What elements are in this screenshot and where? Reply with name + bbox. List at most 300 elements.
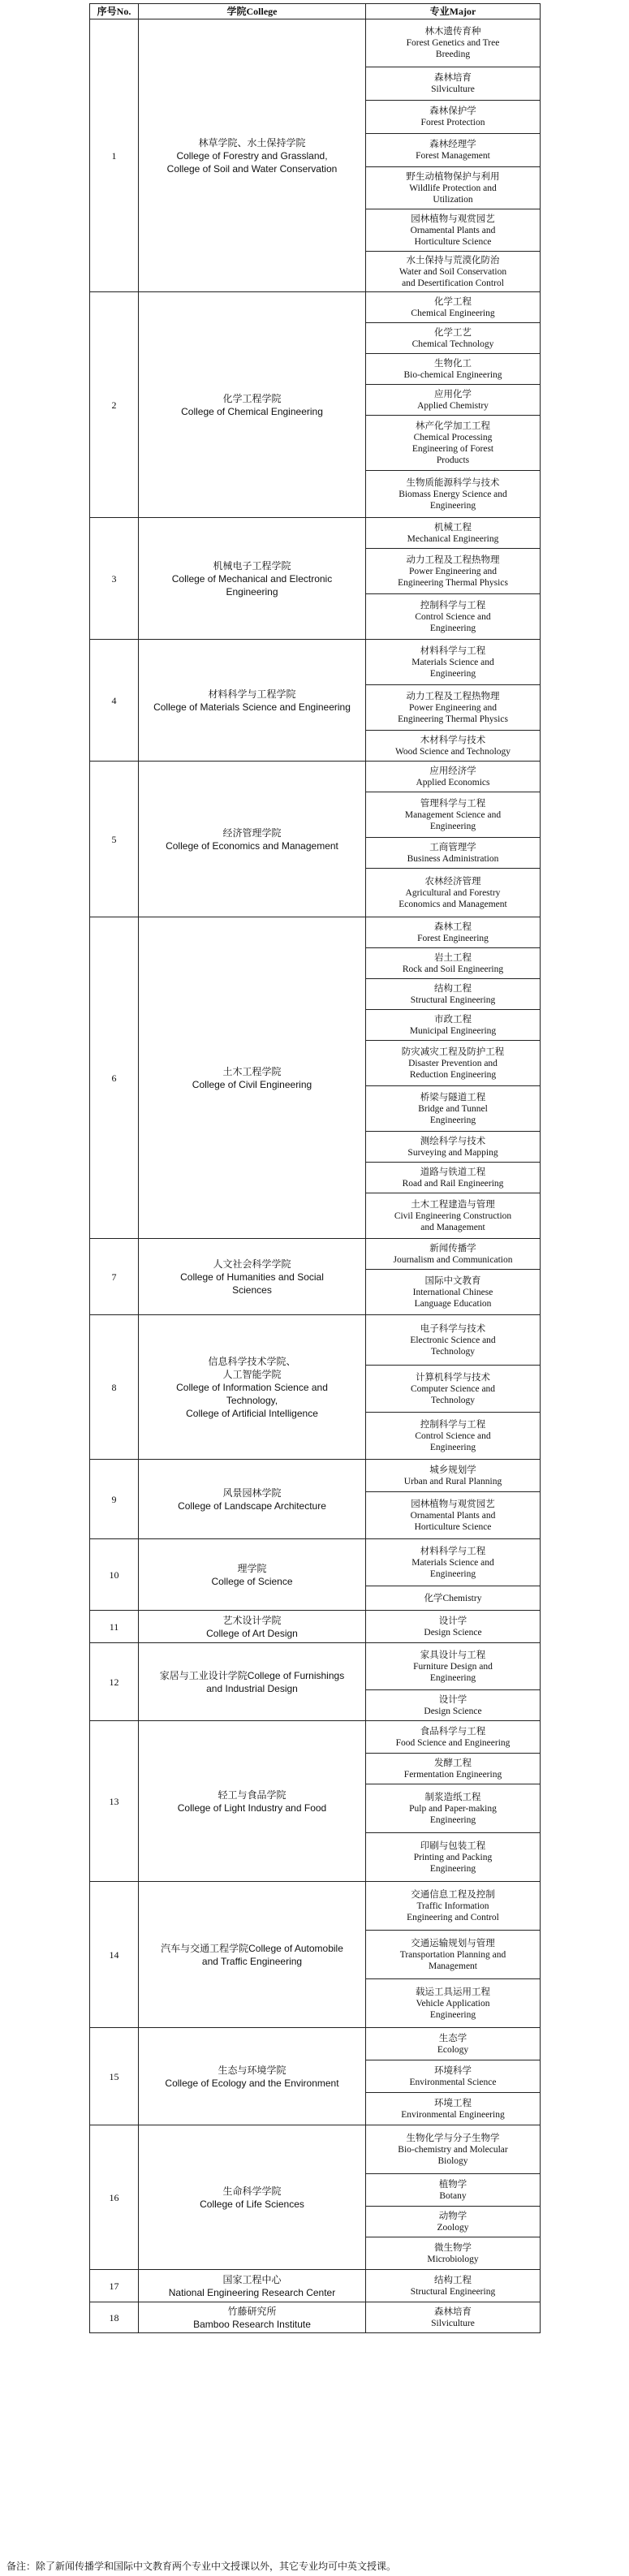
table-row: [90, 1721, 541, 1754]
college-name: [139, 762, 366, 917]
major-name-line: Business Administration: [407, 853, 499, 864]
major-name-line: 林木遗传育种: [424, 27, 481, 37]
major-name-line: Bio-chemistry and Molecular: [398, 2144, 508, 2155]
major-name-line: 载运工具运用工程: [416, 1987, 490, 1997]
major-name-line: 环境科学: [434, 2065, 472, 2076]
major-name-line: Road and Rail Engineering: [402, 1178, 504, 1189]
major-name: [366, 762, 541, 792]
major-name-line: Engineering of Forest: [411, 443, 494, 454]
college-number: 3: [90, 518, 139, 640]
college-name: [139, 1539, 366, 1611]
major-name-line: 生态学: [438, 2033, 467, 2043]
major-name-line: Structural Engineering: [410, 995, 496, 1005]
major-name-line: Engineering: [429, 500, 476, 511]
major-name-line: Engineering: [429, 1115, 476, 1125]
major-name-line: Technology: [430, 1346, 476, 1357]
college-name: [139, 2302, 366, 2333]
table-row: [90, 1239, 541, 1270]
major-name-line: 森林保护学: [429, 106, 476, 116]
major-name-line: Chemical Technology: [411, 339, 494, 349]
college-name: [139, 1460, 366, 1539]
major-name-line: 生物化工: [434, 358, 472, 369]
major-name-line: 结构工程: [434, 983, 472, 994]
major-name-line: Design Science: [424, 1706, 482, 1716]
college-name: [139, 1611, 366, 1643]
college-name-line: 艺术设计学院: [222, 1614, 282, 1626]
major-name-line: Control Science and: [415, 1430, 491, 1441]
table-row: [90, 2125, 541, 2174]
major-name-line: Agricultural and Forestry: [405, 887, 501, 898]
major-name-line: Breeding: [435, 50, 471, 59]
major-name-line: Applied Chemistry: [417, 400, 489, 411]
college-name-line: 化学工程学院: [222, 392, 282, 404]
college-name-line: College of Mechanical and Electronic: [171, 572, 333, 585]
college-number: 5: [90, 762, 139, 917]
major-name-line: Pulp and Paper-making: [409, 1803, 497, 1814]
major-name: [366, 2028, 541, 2060]
major-name-line: Environmental Engineering: [401, 2109, 505, 2120]
major-name-line: Wood Science and Technology: [394, 746, 511, 757]
major-name-line: 岩土工程: [434, 952, 472, 963]
college-name-line: 人工智能学院: [222, 1368, 282, 1380]
major-name-line: Chemical Processing: [413, 432, 493, 442]
major-name-line: 化学工艺: [434, 327, 472, 338]
major-name: [366, 869, 541, 917]
major-name: [366, 549, 541, 594]
major-name: [366, 1270, 541, 1315]
major-name: [366, 1041, 541, 1086]
major-name-line: Engineering: [429, 668, 476, 679]
major-name: [366, 1239, 541, 1270]
major-name-line: 森林培育: [434, 73, 472, 83]
major-name-line: 化学Chemistry: [424, 1593, 482, 1603]
major-name-line: 制浆造纸工程: [424, 1792, 481, 1802]
major-name-line: Bridge and Tunnel: [418, 1103, 488, 1114]
major-name-line: 材料科学与工程: [420, 645, 486, 656]
college-name-line: College of Ecology and the Environment: [165, 2077, 339, 2089]
major-name-line: Engineering Thermal Physics: [398, 714, 508, 724]
college-number: 8: [90, 1315, 139, 1460]
major-name-line: 设计学: [438, 1694, 467, 1705]
major-name-line: Utilization: [433, 194, 473, 205]
major-name-line: Civil Engineering Construction: [394, 1210, 512, 1221]
table-row: [90, 917, 541, 948]
header-number: 序号No.: [90, 4, 139, 19]
major-name-line: 微生物学: [434, 2242, 472, 2253]
table-row: [90, 2302, 541, 2333]
major-name-line: Forest Management: [416, 151, 490, 161]
major-name-line: Management: [428, 1961, 478, 1971]
major-name-line: 食品科学与工程: [420, 1726, 486, 1737]
college-number: 13: [90, 1721, 139, 1882]
major-name-line: 园林植物与观赏园艺: [411, 1499, 495, 1509]
major-name-line: 森林经理学: [429, 140, 476, 149]
header-college: 学院College: [139, 4, 366, 19]
major-name: [366, 1193, 541, 1239]
major-name: [366, 2174, 541, 2207]
college-name-line: College of Science: [211, 1575, 293, 1587]
college-name-line: 理学院: [237, 1562, 267, 1574]
major-name: [366, 134, 541, 167]
major-name-line: Biomass Energy Science and: [399, 489, 507, 499]
major-name-line: Engineering: [429, 1568, 476, 1579]
major-name: [366, 979, 541, 1010]
college-name: [139, 1882, 366, 2028]
college-name-line: 材料科学与工程学院: [208, 688, 296, 700]
major-name: [366, 948, 541, 979]
major-name: [366, 640, 541, 685]
major-name: [366, 1979, 541, 2028]
major-name-line: 工商管理学: [429, 842, 476, 852]
college-name-line: 风景园林学院: [222, 1486, 282, 1499]
major-name: [366, 101, 541, 134]
college-name: [139, 2125, 366, 2270]
major-name-line: Botany: [439, 2190, 467, 2201]
major-name: [366, 354, 541, 385]
major-name-line: Engineering: [429, 1814, 476, 1825]
major-name-line: Microbiology: [427, 2254, 479, 2264]
major-name-line: 森林工程: [434, 921, 472, 932]
major-name: [366, 2060, 541, 2093]
table-row: [90, 1460, 541, 1492]
table-header-row: [90, 4, 541, 19]
footnote: 备注：除了新闻传播学和国际中文教育两个专业中文授课以外，其它专业均可中英文授课。: [6, 2561, 397, 2572]
college-name-line: Technology,: [226, 1394, 278, 1406]
major-name: [366, 1721, 541, 1754]
major-name-line: Design Science: [424, 1627, 482, 1638]
major-name-line: Power Engineering and: [409, 566, 497, 576]
major-name-line: 城乡规划学: [429, 1465, 476, 1475]
major-name-line: 管理科学与工程: [420, 798, 486, 809]
major-name: [366, 471, 541, 518]
college-name-line: 生命科学学院: [222, 2185, 282, 2197]
major-name-line: Power Engineering and: [409, 702, 497, 713]
college-name: [139, 1643, 366, 1721]
major-name-line: and Desertification Control: [402, 278, 504, 288]
table-row: [90, 1643, 541, 1690]
major-name-line: Language Education: [414, 1298, 492, 1309]
major-name-line: 生物化学与分子生物学: [406, 2133, 500, 2143]
major-name: [366, 518, 541, 549]
college-name-line: National Engineering Research Center: [168, 2286, 336, 2298]
major-name: [366, 1132, 541, 1163]
major-name-line: 生物质能源科学与技术: [406, 477, 500, 488]
major-name: [366, 1315, 541, 1366]
major-name: [366, 917, 541, 948]
college-number: 2: [90, 292, 139, 518]
major-name-line: Materials Science and: [411, 657, 494, 667]
college-name-line: and Traffic Engineering: [201, 1955, 303, 1967]
major-name-line: Ecology: [437, 2044, 469, 2055]
major-name: [366, 1784, 541, 1833]
table-row: [90, 1315, 541, 1366]
major-name-line: Reduction Engineering: [409, 1069, 497, 1080]
major-name-line: Wildlife Protection and: [409, 183, 497, 193]
major-name-line: and Management: [420, 1222, 485, 1232]
major-name-line: 市政工程: [434, 1014, 472, 1025]
major-name-line: 林产化学加工工程: [416, 421, 490, 431]
major-name-line: 测绘科学与技术: [420, 1136, 486, 1146]
major-name-line: Engineering: [429, 623, 476, 633]
college-name-line: College of Artificial Intelligence: [186, 1407, 318, 1419]
table-row: [90, 1882, 541, 1931]
major-name-line: Urban and Rural Planning: [403, 1476, 502, 1486]
major-name-line: Forest Protection: [420, 118, 485, 127]
major-name-line: 植物学: [438, 2179, 467, 2190]
major-name-line: Food Science and Engineering: [395, 1737, 511, 1748]
major-name: [366, 594, 541, 640]
major-name-line: 应用经济学: [429, 766, 476, 776]
college-name: [139, 1239, 366, 1315]
major-name: [366, 252, 541, 292]
major-name-line: 动力工程及工程热物理: [406, 554, 500, 565]
college-name-line: Engineering: [226, 585, 278, 598]
major-name-line: 化学工程: [434, 296, 472, 307]
major-name-line: 控制科学与工程: [420, 600, 486, 611]
major-name-line: Engineering: [429, 821, 476, 831]
college-name: [139, 19, 366, 292]
college-name-line: College of Chemical Engineering: [181, 405, 323, 417]
major-name-line: Municipal Engineering: [409, 1025, 497, 1036]
college-number: 4: [90, 640, 139, 762]
college-name: [139, 640, 366, 762]
major-name-line: Engineering: [429, 1863, 476, 1874]
college-number: 9: [90, 1460, 139, 1539]
major-name-line: Environmental Science: [409, 2077, 497, 2087]
college-name: [139, 292, 366, 518]
major-name-line: 结构工程: [434, 2275, 472, 2285]
college-name-line: 信息科学技术学院、: [208, 1355, 296, 1367]
major-name-line: Economics and Management: [399, 899, 507, 909]
college-name-line: 竹藤研究所: [227, 2305, 277, 2317]
college-number: 18: [90, 2302, 139, 2333]
major-name: [366, 323, 541, 354]
major-name-line: 环境工程: [434, 2098, 472, 2108]
college-name-line: College of Materials Science and Engineering: [153, 701, 351, 713]
major-name: [366, 1643, 541, 1690]
college-name-line: College of Economics and Management: [166, 839, 338, 852]
major-name-line: 国际中文教育: [424, 1275, 481, 1286]
major-name-line: 电子科学与技术: [420, 1323, 486, 1334]
major-name-line: Biology: [437, 2155, 468, 2166]
major-name: [366, 1086, 541, 1132]
major-name-line: Transportation Planning and: [399, 1949, 506, 1960]
major-name-line: Forest Engineering: [417, 933, 489, 943]
college-number: 15: [90, 2028, 139, 2125]
college-number: 10: [90, 1539, 139, 1611]
major-name-line: International Chinese: [412, 1287, 493, 1297]
major-name: [366, 167, 541, 209]
major-name-line: Rock and Soil Engineering: [402, 964, 504, 974]
major-name: [366, 67, 541, 101]
majors-table: [89, 3, 541, 2333]
college-name-line: Sciences: [232, 1284, 272, 1296]
major-name-line: Engineering: [429, 1442, 476, 1452]
table-row: [90, 518, 541, 549]
major-name-line: Forest Genetics and Tree: [406, 38, 500, 48]
major-name: [366, 19, 541, 67]
college-name-line: College of Civil Engineering: [192, 1078, 312, 1090]
table-row: [90, 640, 541, 685]
major-name: [366, 685, 541, 731]
major-name-line: Electronic Science and: [410, 1335, 496, 1345]
college-name: [139, 2270, 366, 2302]
major-name: [366, 1690, 541, 1721]
college-name: [139, 1721, 366, 1882]
major-name: [366, 2237, 541, 2270]
college-name-line: 汽车与交通工程学院College of Automobile: [161, 1942, 343, 1954]
major-name: [366, 838, 541, 869]
major-name-line: Silviculture: [431, 84, 475, 94]
college-number: 17: [90, 2270, 139, 2302]
major-name-line: Computer Science and: [410, 1383, 496, 1394]
major-name-line: 桥梁与隧道工程: [420, 1092, 486, 1102]
college-name-line: 林草学院、水土保持学院: [198, 136, 306, 149]
college-name: [139, 1315, 366, 1460]
major-name-line: 木材科学与技术: [420, 735, 486, 745]
major-name-line: Horticulture Science: [414, 1521, 492, 1532]
major-name: [366, 1163, 541, 1193]
major-name: [366, 1586, 541, 1611]
major-name: [366, 385, 541, 416]
college-name-line: College of Art Design: [206, 1627, 298, 1639]
major-name-line: 农林经济管理: [424, 876, 481, 887]
college-name-line: College of Life Sciences: [200, 2198, 304, 2210]
major-name-line: Chemical Engineering: [411, 308, 495, 318]
major-name-line: 动物学: [438, 2211, 467, 2221]
major-name-line: Management Science and: [404, 809, 502, 820]
major-name-line: Zoology: [437, 2222, 469, 2233]
major-name-line: 机械工程: [434, 522, 472, 533]
college-name-line: 国家工程中心: [222, 2273, 282, 2285]
major-name: [366, 1010, 541, 1041]
major-name: [366, 2125, 541, 2174]
college-name-line: 机械电子工程学院: [213, 559, 291, 572]
college-name-line: 家居与工业设计学院College of Furnishings: [159, 1669, 345, 1681]
major-name-line: Control Science and: [415, 611, 491, 622]
college-name-line: and Industrial Design: [206, 1682, 298, 1694]
major-name-line: 印刷与包装工程: [420, 1840, 486, 1851]
major-name-line: Horticulture Science: [414, 236, 492, 247]
major-name: [366, 731, 541, 762]
major-name-line: 森林培育: [434, 2306, 472, 2317]
college-name-line: 人文社会科学学院: [213, 1258, 291, 1270]
college-name-line: College of Forestry and Grassland,: [176, 149, 328, 162]
major-name: [366, 1611, 541, 1643]
major-name-line: 水土保持与荒漠化防治: [406, 255, 500, 265]
major-name-line: Products: [436, 455, 470, 465]
college-number: 1: [90, 19, 139, 292]
major-name-line: 新闻传播学: [429, 1243, 476, 1253]
major-name: [366, 1754, 541, 1784]
major-name-line: Disaster Prevention and: [408, 1058, 498, 1068]
college-number: 11: [90, 1611, 139, 1643]
major-name-line: 应用化学: [434, 389, 472, 399]
major-name: [366, 416, 541, 471]
major-name-line: Engineering Thermal Physics: [398, 577, 508, 588]
college-name-line: College of Light Industry and Food: [177, 1801, 327, 1814]
major-name-line: Silviculture: [431, 2318, 475, 2328]
major-name: [366, 1366, 541, 1413]
major-name: [366, 292, 541, 323]
college-name-line: College of Humanities and Social: [180, 1271, 324, 1283]
major-name-line: Engineering and Control: [407, 1912, 499, 1922]
college-name-line: Bamboo Research Institute: [193, 2318, 311, 2330]
major-name-line: 土木工程建造与管理: [411, 1199, 495, 1210]
major-name: [366, 1460, 541, 1492]
major-name: [366, 1882, 541, 1931]
college-name-line: 轻工与食品学院: [218, 1789, 286, 1801]
major-name-line: 道路与铁道工程: [420, 1167, 486, 1177]
college-number: 7: [90, 1239, 139, 1315]
table-row: [90, 762, 541, 792]
major-name-line: Engineering: [429, 1672, 476, 1683]
table-row: [90, 292, 541, 323]
college-number: 14: [90, 1882, 139, 2028]
major-name: [366, 792, 541, 838]
major-name-line: 园林植物与观赏园艺: [411, 214, 495, 224]
major-name-line: 发酵工程: [434, 1758, 472, 1768]
major-name-line: 控制科学与工程: [420, 1419, 486, 1430]
major-name: [366, 1833, 541, 1882]
major-name-line: Applied Economics: [416, 777, 490, 787]
major-name: [366, 1413, 541, 1460]
major-name-line: Technology: [430, 1395, 476, 1405]
college-name-line: 经济管理学院: [222, 826, 282, 839]
major-name-line: 交通运输规划与管理: [411, 1938, 495, 1948]
table-row: [90, 2270, 541, 2302]
header-major: 专业Major: [366, 4, 541, 19]
major-name-line: Engineering: [429, 2009, 476, 2020]
table-row: [90, 19, 541, 67]
table-row: [90, 1611, 541, 1643]
major-name-line: Furniture Design and: [413, 1661, 493, 1672]
college-name: [139, 917, 366, 1239]
table-body: [90, 19, 541, 2333]
major-name-line: 防灾减灾工程及防护工程: [401, 1046, 505, 1057]
major-name-line: Surveying and Mapping: [407, 1147, 498, 1158]
major-name-line: Water and Soil Conservation: [399, 266, 507, 277]
college-name-line: College of Soil and Water Conservation: [166, 162, 338, 175]
major-name: [366, 1492, 541, 1539]
major-name-line: 动力工程及工程热物理: [406, 691, 500, 701]
major-name-line: Materials Science and: [411, 1557, 494, 1568]
college-number: 12: [90, 1643, 139, 1721]
college-name-line: 生态与环境学院: [218, 2064, 286, 2076]
major-name: [366, 2207, 541, 2237]
major-name: [366, 2270, 541, 2302]
major-name-line: Printing and Packing: [413, 1852, 493, 1862]
major-name-line: Ornamental Plants and: [410, 225, 496, 235]
major-name-line: Journalism and Communication: [393, 1254, 513, 1265]
major-name: [366, 1931, 541, 1979]
college-name-line: 土木工程学院: [222, 1065, 282, 1077]
major-name-line: Mechanical Engineering: [407, 533, 499, 544]
major-name-line: Traffic Information: [416, 1901, 489, 1911]
college-name: [139, 518, 366, 640]
major-name-line: 家具设计与工程: [420, 1650, 486, 1660]
major-name-line: 设计学: [438, 1616, 467, 1626]
major-name-line: 野生动植物保护与利用: [406, 171, 500, 182]
major-name-line: 计算机科学与技术: [416, 1372, 490, 1383]
major-name-line: Vehicle Application: [416, 1998, 490, 2009]
college-number: 6: [90, 917, 139, 1239]
major-name: [366, 1539, 541, 1586]
major-name: [366, 2093, 541, 2125]
major-name-line: 交通信息工程及控制: [411, 1889, 495, 1900]
table-row: [90, 1539, 541, 1586]
major-name-line: Fermentation Engineering: [403, 1769, 502, 1780]
